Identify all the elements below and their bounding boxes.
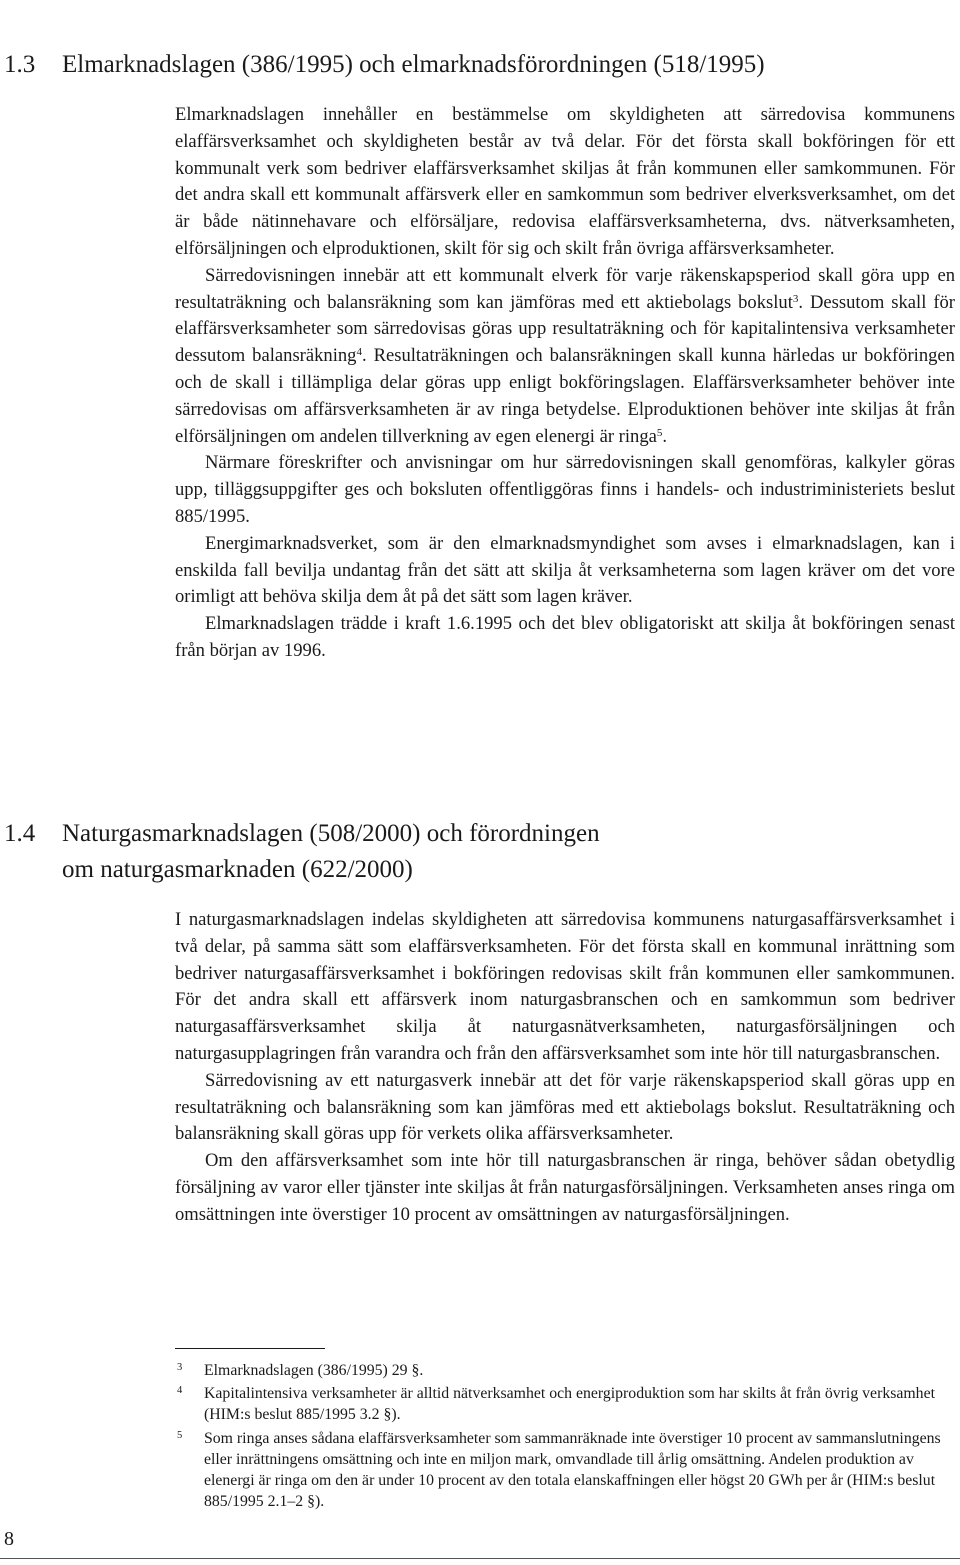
section-number: 1.4 bbox=[4, 820, 36, 847]
paragraph bbox=[175, 263, 955, 451]
section-body-1-3 bbox=[175, 102, 955, 665]
footnote-mark: 4 bbox=[177, 1385, 183, 1397]
section-title-line: Naturgasmarknadslagen (508/2000) och förordningen bbox=[62, 820, 600, 847]
section-heading-1-3 bbox=[0, 47, 940, 83]
paragraph: Elmarknadslagen innehåller en bestämmelse om skyldigheten att särredovisa kommunens elaffärsverksamhet och skyldigheten består av två delar. För det första skall bokföringen för ett kommunalt verk som bedriver elaffärsverksamhet skiljas åt från kommunen eller samkommunen. För det andra skall ett kommunalt affärsverk eller en samkommun som bedriver elverksverksamhet, om det är både nätinnehavare och elförsäljare, redovisa elaffärsverksamheterna, dvs. nätverksamheten, elförsäljningen och elproduktionen, skilt för sig och skilt från övriga affärsverksamheter. bbox=[175, 104, 955, 259]
footnote-ref: 4 bbox=[356, 346, 362, 359]
section-heading-1-4 bbox=[0, 816, 940, 888]
section-title-line: om naturgasmarknaden (622/2000) bbox=[62, 856, 413, 883]
paragraph: I naturgasmarknadslagen indelas skyldigheten att särredovisa kommunens naturgasaffärsverksamhet i två delar, på samma sätt som elaffärsverksamheten. För det första skall en kommunal inrättning som bedriver naturgasaffärsverksamhet i bokföringen redovisas skilt från kommunen eller samkommunen. För det andra skall ett affärsverk inom naturgasbranschen och en samkommun som bedriver naturgasaffärsverksamhet skilja åt naturgasnätverksamheten, naturgasförsäljningen och naturgasupplagringen från varandra och från den affärsverksamhet som inte hör till naturgasbranschen. bbox=[175, 909, 955, 1064]
footnote-divider bbox=[175, 1348, 325, 1349]
section-title: Elmarknadslagen (386/1995) och elmarknadsförordningen (518/1995) bbox=[62, 51, 765, 78]
footnote-mark: 5 bbox=[177, 1429, 183, 1441]
paragraph-text: . Dessutom skall för elaffärsverksamheter som särredovisas göras upp resultaträkning och för kapitalintensiva verksamheter dessutom balansräkning bbox=[175, 291, 955, 367]
footnotes bbox=[175, 1360, 945, 1514]
footnote bbox=[175, 1428, 945, 1513]
paragraph: Elmarknadslagen trädde i kraft 1.6.1995 och det blev obligatoriskt att skilja åt bokföringen senast från början av 1996. bbox=[175, 613, 955, 661]
footnote-ref: 3 bbox=[792, 292, 799, 305]
paragraph-text: . bbox=[662, 425, 668, 447]
paragraph: Särredovisning av ett naturgasverk innebär att det för varje räkenskapsperiod skall göras upp en resultaträkning och balansräkning som kan jämföras med ett aktiebolags bokslut. Resultaträkning och balansräkning skall göras upp för verkets olika affärsverksamheter. bbox=[175, 1069, 955, 1145]
page-edge-divider bbox=[0, 1558, 960, 1559]
footnote-text: Elmarknadslagen (386/1995) 29 §. bbox=[204, 1362, 424, 1379]
footnote-text: Som ringa anses sådana elaffärsverksamheter som sammanräknade inte överstiger 10 procent av sammanslutningens eller inrättningens omsättning och inte en miljon mark, omvandlade till årlig omsättning. Andelen produktion av elenergi är ringa om den är under 10 procent av den totala elanskaffningen eller högst 20 GWh per år (HIM:s beslut 885/1995 2.1–2 §). bbox=[204, 1429, 941, 1511]
section-body-1-4 bbox=[175, 907, 955, 1229]
paragraph: Energimarknadsverket, som är den elmarknadsmyndighet som avses i elmarknadslagen, kan i enskilda fall bevilja undantag från det sätt att skilja åt verksamheterna som lagen kräver om det vore orimligt att behöva skilja dem åt på det sätt som lagen kräver. bbox=[175, 532, 955, 608]
footnote-ref: 5 bbox=[656, 426, 663, 439]
footnote bbox=[175, 1383, 945, 1425]
page-number: 8 bbox=[4, 1528, 14, 1550]
footnote-text: Kapitalintensiva verksamheter är alltid nätverksamhet och energiproduktion som har skilts åt från övrig verksamhet (HIM:s beslut 885/1995 3.2 §). bbox=[204, 1385, 935, 1424]
footnote bbox=[175, 1360, 945, 1381]
section-title bbox=[62, 816, 932, 888]
footnote-mark: 3 bbox=[177, 1362, 183, 1373]
section-number: 1.3 bbox=[4, 51, 36, 78]
paragraph-text: Särredovisningen innebär att ett kommunalt elverk för varje räkenskapsperiod skall göra upp en resultaträkning och balansräkning som kan jämföras med ett aktiebolags bokslut bbox=[175, 264, 955, 313]
paragraph: Om den affärsverksamhet som inte hör till naturgasbranschen är ringa, behöver sådan obetydlig försäljning av varor eller tjänster inte skiljas åt från naturgasförsäljningen. Verksamheten anses ringa om omsättningen inte överstiger 10 procent av omsättningen av naturgasförsäljningen. bbox=[175, 1150, 955, 1225]
paragraph-text: . Resultaträkningen och balansräkningen skall kunna härledas ur bokföringen och de skall i tillämpliga delar göras upp enligt bokföringslagen. Elaffärsverksamheter behöver inte särredovisas om affärsverksamheten är av ringa betydelse. Elproduktionen behöver inte skiljas åt från elförsäljningen om andelen tillverkning av egen elenergi är ringa bbox=[175, 345, 955, 447]
paragraph: Närmare föreskrifter och anvisningar om hur särredovisningen skall genomföras, kalkyler göras upp, tilläggsuppgifter ges och boksluten offentliggöras finns i handels- och industriministeriets beslut 885/1995. bbox=[175, 452, 955, 527]
